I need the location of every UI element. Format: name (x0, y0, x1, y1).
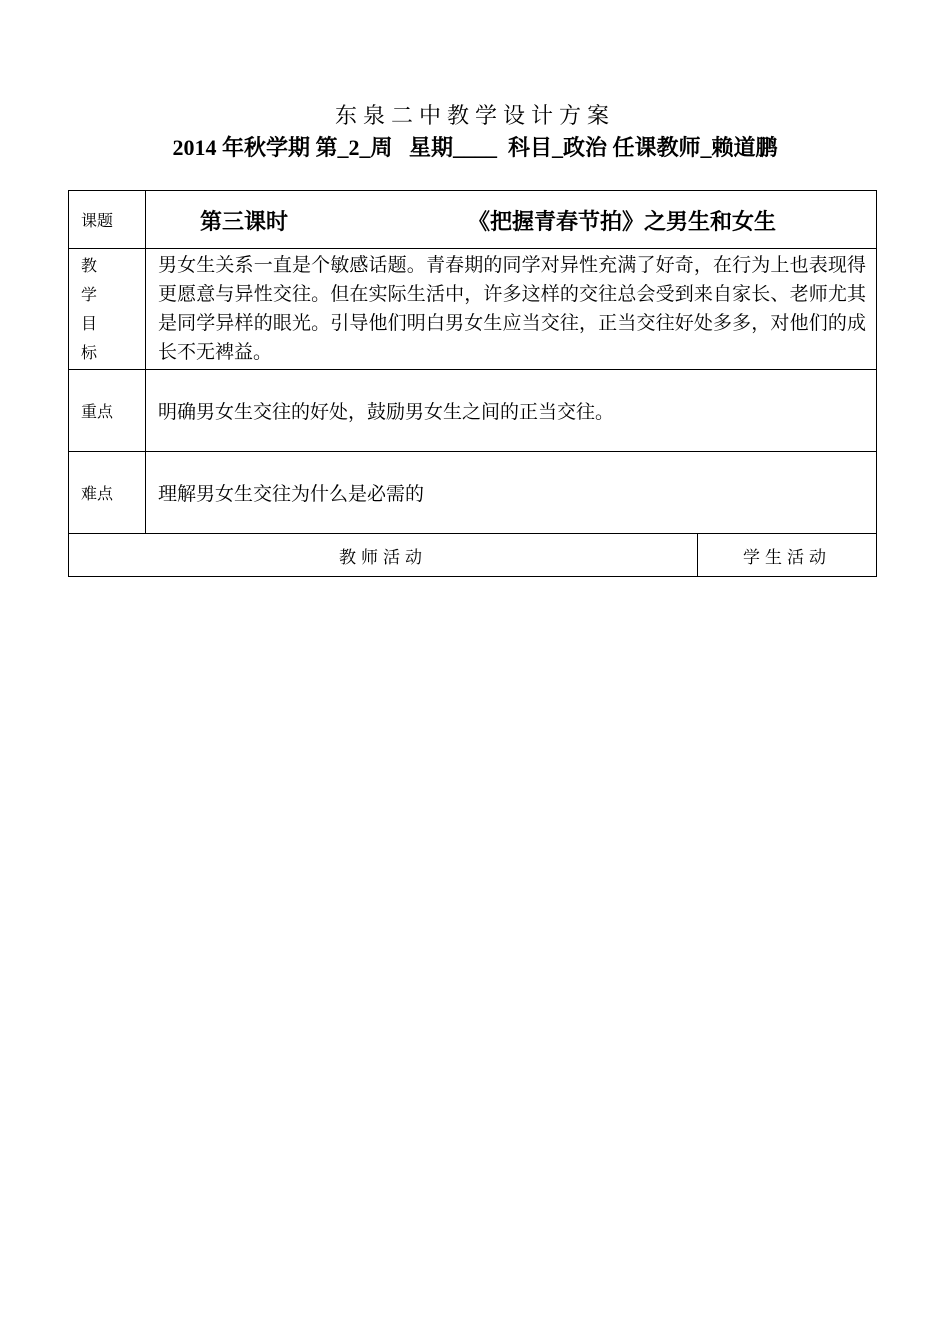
goal-label (69, 249, 146, 370)
student-activity-header: 学生活动 (698, 534, 877, 577)
goal-label-char: 目 (81, 314, 98, 333)
document-subtitle: 2014 年秋学期 第_2_周 星期____ 科目_政治 任课教师_赖道鹏 (172, 135, 778, 160)
document-title: 东泉二中教学设计方案 (334, 104, 615, 129)
teacher-activity-header: 教师活动 (69, 534, 698, 577)
goal-label-char: 学 (81, 285, 98, 304)
goal-text: 男女生关系一直是个敏感话题。青春期的同学对异性充满了好奇，在行为上也表现得更愿意与异性交往。但在实际生活中，许多这样的交往总会受到来自家长、老师尤其是同学异样的眼光。引导他们明白男女生应当交往，正当交往好处多多，对他们的成长不无裨益。 (146, 249, 877, 370)
topic-content (146, 191, 877, 249)
activities-row (69, 534, 877, 577)
goal-label-char: 教 (81, 256, 98, 275)
key-point-text: 明确男女生交往的好处，鼓励男女生之间的正当交往。 (146, 370, 877, 452)
lesson-name: 《把握青春节拍》之男生和女生 (468, 209, 777, 235)
goal-label-char: 标 (81, 343, 98, 362)
goal-row (69, 249, 877, 370)
difficulty-label: 难点 (69, 452, 146, 534)
key-point-row (69, 370, 877, 452)
topic-label: 课题 (69, 191, 146, 249)
difficulty-text: 理解男女生交往为什么是必需的 (146, 452, 877, 534)
lesson-plan-table (68, 190, 877, 577)
difficulty-row (69, 452, 877, 534)
lesson-number: 第三课时 (200, 209, 289, 235)
key-point-label: 重点 (69, 370, 146, 452)
topic-row (69, 191, 877, 249)
